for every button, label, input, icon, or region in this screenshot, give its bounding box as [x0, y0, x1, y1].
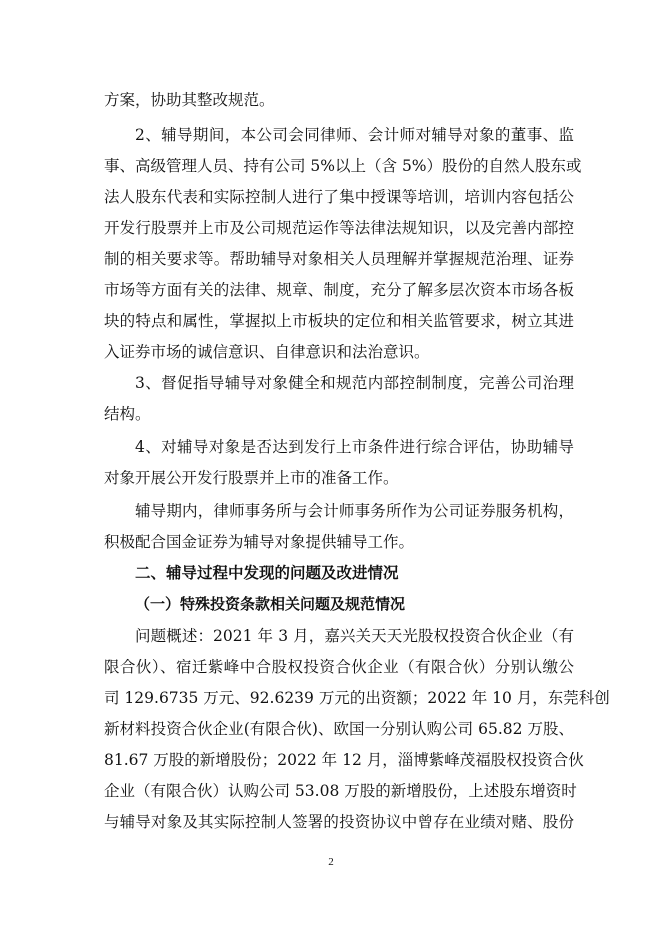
paragraph-line: 市场等方面有关的法律、规章、制度，充分了解多层次资本市场各板 — [104, 281, 574, 299]
paragraph-line: 结构。 — [104, 405, 151, 423]
paragraph-line: 3、督促指导辅导对象健全和规范内部控制制度，完善公司治理 — [135, 374, 574, 392]
paragraph-line: 限合伙）、宿迁紫峰中合股权投资合伙企业（有限合伙）分别认缴公 — [104, 658, 574, 676]
paragraph-line: 块的特点和属性，掌握拟上市板块的定位和相关监管要求，树立其进 — [104, 312, 574, 330]
paragraph-line: 对象开展公开发行股票并上市的准备工作。 — [104, 469, 399, 487]
page-number: 2 — [328, 856, 334, 868]
paragraph-line: 积极配合国金证券为辅导对象提供辅导工作。 — [104, 533, 415, 551]
paragraph-line: 与辅导对象及其实际控制人签署的投资协议中曾存在业绩对赌、股份 — [104, 813, 574, 831]
paragraph-line: 企业（有限合伙）认购公司 53.08 万股的新增股份，上述股东增资时 — [104, 782, 577, 800]
paragraph-line: 4、对辅导对象是否达到发行上市条件进行综合评估，协助辅导 — [135, 438, 574, 456]
subsection-heading: （一）特殊投资条款相关问题及规范情况 — [135, 595, 406, 613]
paragraph-line: 入证券市场的诚信意识、自律意识和法治意识。 — [104, 343, 430, 361]
paragraph-line: 开发行股票并上市及公司规范运作等法律法规知识，以及完善内部控 — [104, 219, 574, 237]
paragraph-line: 法人股东代表和实际控制人进行了集中授课等培训，培训内容包括公 — [104, 188, 574, 206]
paragraph-line: 事、高级管理人员、持有公司 5%以上（含 5%）股份的自然人股东或 — [104, 157, 582, 175]
paragraph-line: 2、辅导期间，本公司会同律师、会计师对辅导对象的董事、监 — [135, 126, 574, 144]
paragraph-line: 司 129.6735 万元、92.6239 万元的出资额；2022 年 10 月，东莞科创 — [104, 689, 610, 707]
paragraph-line: 新材料投资合伙企业(有限合伙)、欧国一分别认购公司 65.82 万股、 — [104, 720, 574, 738]
paragraph-line: 方案，协助其整改规范。 — [104, 91, 275, 109]
paragraph-line: 81.67 万股的新增股份；2022 年 12 月，淄博紫峰茂福股权投资合伙 — [104, 751, 584, 769]
paragraph-line: 制的相关要求等。帮助辅导对象相关人员理解并掌握规范治理、证券 — [104, 250, 574, 268]
paragraph-line: 问题概述：2021 年 3 月，嘉兴关天天光股权投资合伙企业（有 — [135, 627, 574, 645]
section-heading: 二、辅导过程中发现的问题及改进情况 — [135, 564, 399, 582]
paragraph-line: 辅导期内，律师事务所与会计师事务所作为公司证券服务机构， — [135, 502, 574, 520]
